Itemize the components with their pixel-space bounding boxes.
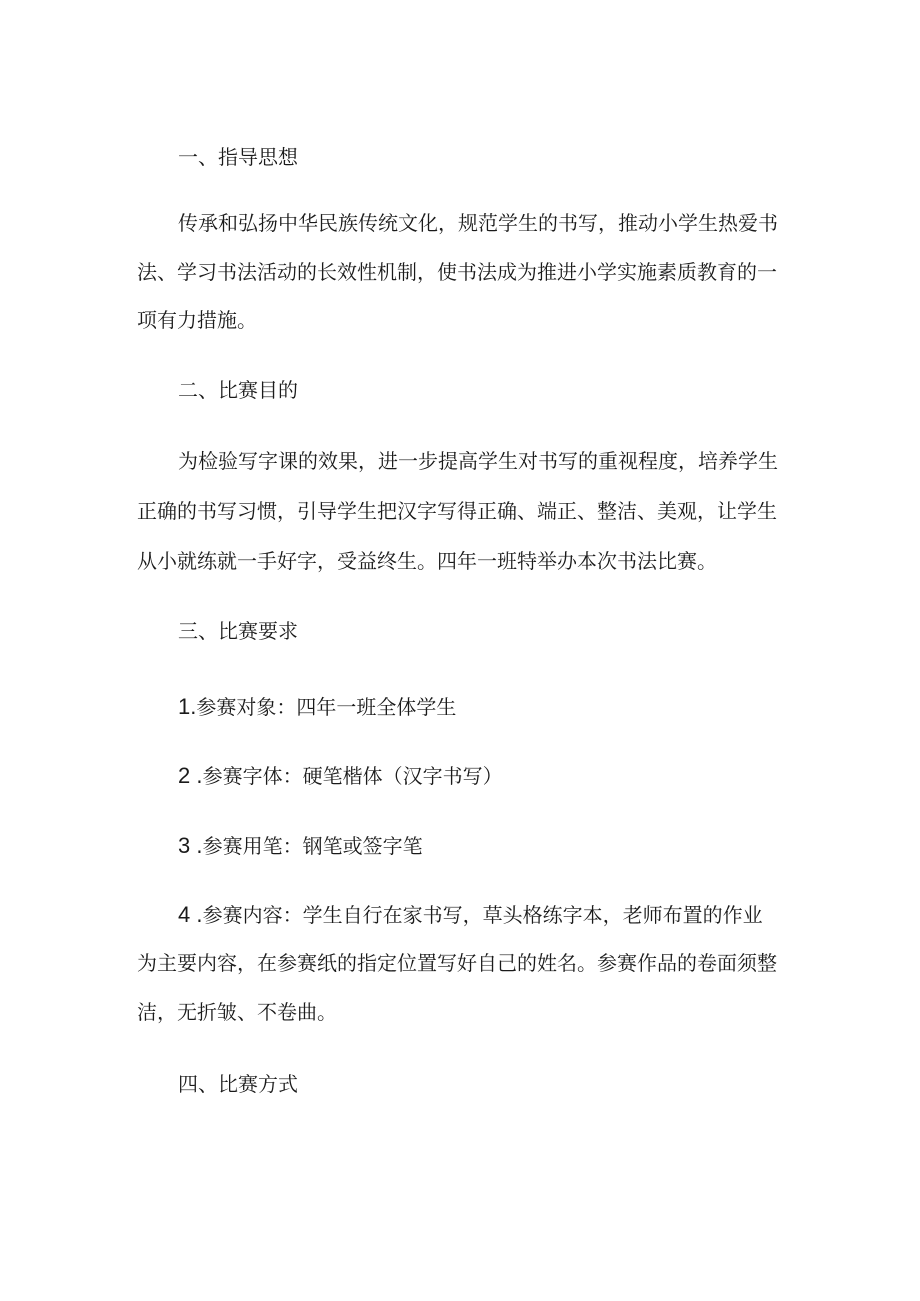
- list-item-number: 3: [178, 833, 191, 858]
- section-heading-competition-format: 四、比赛方式: [178, 1072, 298, 1096]
- paragraph-line: 传承和弘扬中华民族传统文化，规范学生的书写，推动小学生热爱书: [178, 211, 778, 235]
- paragraph-line: 为检验写字课的效果，进一步提高学生对书写的重视程度，培养学生: [178, 449, 778, 473]
- list-item: [178, 754, 828, 798]
- list-item: [178, 685, 828, 729]
- paragraph-line: 洁，无折皱、不卷曲。: [137, 1000, 337, 1024]
- paragraph-line: 法、学习书法活动的长效性机制，使书法成为推进小学实施素质教育的一: [137, 260, 777, 284]
- list-item-number: 1.: [178, 694, 197, 719]
- list-item: [178, 893, 828, 937]
- list-item-number: 2: [178, 763, 191, 788]
- paragraph-line: 为主要内容，在参赛纸的指定位置写好自己的姓名。参赛作品的卷面须整: [137, 951, 777, 975]
- section-heading-competition-requirements: 三、比赛要求: [178, 619, 298, 643]
- list-item-text: .参赛内容：学生自行在家书写，草头格练字本，老师布置的作业: [196, 903, 763, 927]
- paragraph-line: 从小就练就一手好字，受益终生。四年一班特举办本次书法比赛。: [137, 549, 717, 573]
- list-item: [178, 824, 828, 868]
- paragraph-line: 正确的书写习惯，引导学生把汉字写得正确、端正、整洁、美观，让学生: [137, 499, 777, 523]
- paragraph-line: 项有力措施。: [137, 308, 257, 332]
- section-heading-competition-purpose: 二、比赛目的: [178, 378, 298, 402]
- list-item-text: .参赛字体：硬笔楷体（汉字书写）: [196, 764, 503, 788]
- list-item-text: 参赛对象：四年一班全体学生: [196, 695, 457, 719]
- list-item-text: .参赛用笔：钢笔或签字笔: [196, 834, 423, 858]
- section-heading-guiding-ideology: 一、指导思想: [178, 145, 298, 169]
- list-item-number: 4: [178, 902, 191, 927]
